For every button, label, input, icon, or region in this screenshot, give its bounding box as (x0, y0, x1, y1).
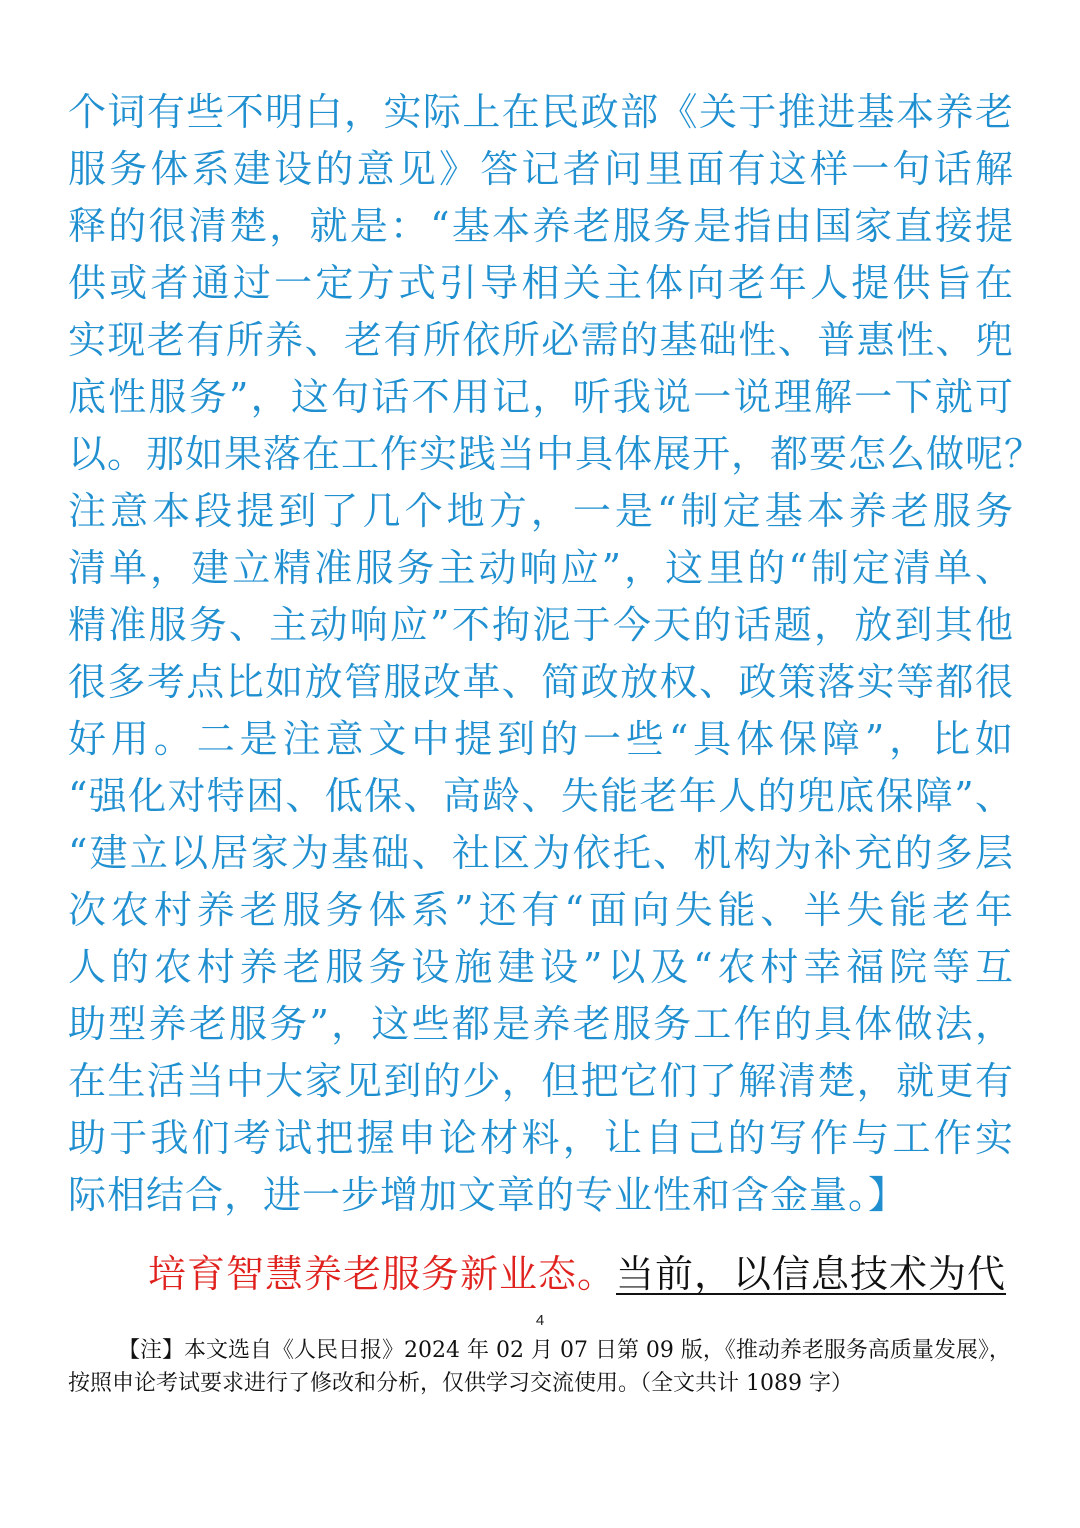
paragraph-line: 以。那如果落在工作实践当中具体展开，都要怎么做呢？ (68, 432, 1044, 476)
paragraph-line: 服务体系建设的意见》答记者问里面有这样一句话解 (68, 147, 1014, 191)
paragraph-line: “强化对特困、低保、高龄、失能老年人的兜底保障”、 (68, 774, 1014, 818)
analysis-paragraph (68, 84, 1044, 1224)
paragraph-line: 释的很清楚，就是：“基本养老服务是指由国家直接提 (68, 204, 1014, 248)
paragraph-line: 个词有些不明白，实际上在民政部《关于推进基本养老 (68, 90, 1014, 134)
source-note (68, 1334, 1018, 1400)
paragraph-line: 次农村养老服务体系”还有“面向失能、半失能老年 (68, 888, 1014, 932)
paragraph-line: 人的农村养老服务设施建设”以及“农村幸福院等互 (68, 945, 1014, 989)
page-number: 4 (535, 1312, 545, 1329)
paragraph-line: 实现老有所养、老有所依所必需的基础性、普惠性、兜 (68, 318, 1014, 362)
underlined-text: 当前，以信息技术为代 (616, 1252, 1007, 1296)
paragraph-line: 很多考点比如放管服改革、简政放权、政策落实等都很 (68, 660, 1014, 704)
paragraph-line: 供或者通过一定方式引导相关主体向老年人提供旨在 (68, 261, 1014, 305)
paragraph-line: 底性服务”，这句话不用记，听我说一说理解一下就可 (68, 375, 1014, 419)
paragraph-line: 助于我们考试把握申论材料，让自己的写作与工作实 (68, 1116, 1014, 1160)
note-text: 【注】本文选自《人民日报》2024 年 02 月 07 日第 09 版，《推动养老服务高质量发展》，按照申论考试要求进行了修改和分析，仅供学习交流使用。（全文共计 1089 字） (68, 1338, 1011, 1396)
paragraph-line: 际相结合，进一步增加文章的专业性和含金量。】 (68, 1173, 908, 1217)
paragraph-line: 精准服务、主动响应”不拘泥于今天的话题，放到其他 (68, 603, 1014, 647)
paragraph-line: “建立以居家为基础、社区为依托、机构为补充的多层 (68, 831, 1014, 875)
paragraph-line: 注意本段提到了几个地方，一是“制定基本养老服务 (68, 489, 1014, 533)
section-heading: 培育智慧养老服务新业态。 (148, 1252, 617, 1296)
paragraph-line: 好用。二是注意文中提到的一些“具体保障”，比如 (68, 717, 1014, 761)
paragraph-line: 助型养老服务”，这些都是养老服务工作的具体做法， (68, 1002, 1014, 1046)
paragraph-line: 清单，建立精准服务主动响应”，这里的“制定清单、 (68, 546, 1014, 590)
section-heading-line (148, 1244, 1006, 1304)
paragraph-line: 在生活当中大家见到的少，但把它们了解清楚，就更有 (68, 1059, 1014, 1103)
